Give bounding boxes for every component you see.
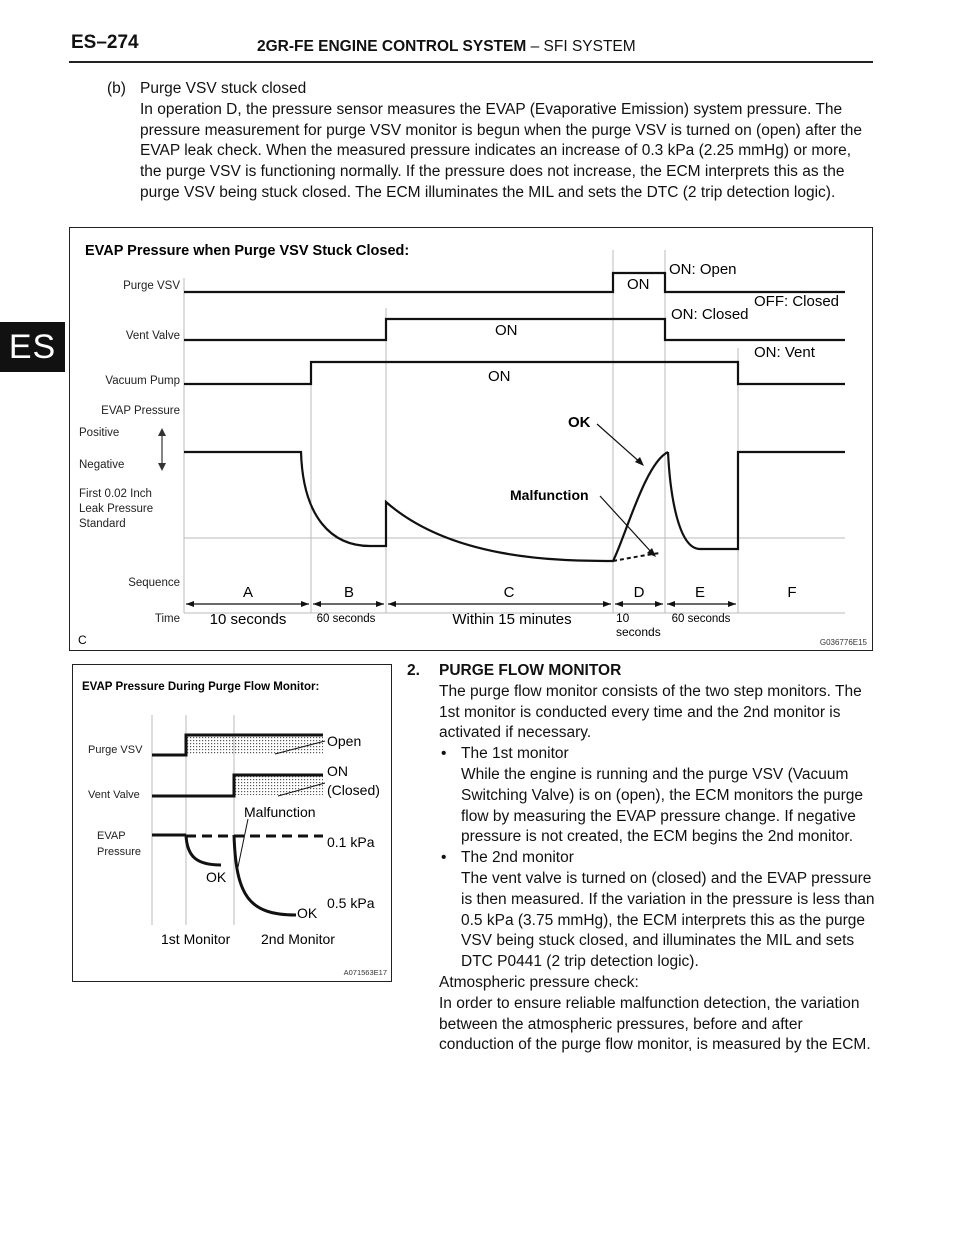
bullet-2nd-text: The vent valve is turned on (closed) and the EVAP pressure is then measured. If the variation in the pressure is less than 0.5 kPa (3.75 mmHg), the ECM interprets this as the purge VSV being stuck closed, and illuminates the MIL and sets DTC P0441 (2 trip detection logic).: [461, 869, 875, 971]
bullet-dot: •: [441, 849, 447, 867]
label-malfunction: Malfunction: [244, 804, 316, 820]
item-heading: Purge VSV stuck closed: [140, 80, 307, 97]
vent-on-label: ON: [495, 322, 518, 339]
fig2-waveforms: [152, 735, 323, 915]
evap-1st-ok: [186, 835, 221, 865]
fig2-label-purge-vsv: Purge VSV: [88, 744, 143, 756]
label-closed: (Closed): [327, 782, 380, 798]
label-purge-vsv: Purge VSV: [123, 280, 180, 292]
side-tab: ES: [0, 322, 65, 372]
atm-check-text: In order to ensure reliable malfunction detection, the variation between the atmospheric pressures, before and after conduction of the purge flow monitor, is measured by the ECM.: [439, 994, 871, 1054]
fig1-corner-label: C: [78, 633, 87, 647]
label-0-1-kpa: 0.1 kPa: [327, 834, 375, 850]
label-0-5-kpa: 0.5 kPa: [327, 895, 375, 911]
evap-pressure-wave: [184, 452, 668, 561]
state-off-closed: OFF: Closed: [754, 293, 840, 310]
section-title-sub: SFI SYSTEM: [543, 38, 636, 55]
label-leak-standard-2: Leak Pressure: [79, 503, 154, 515]
purge-flow-diagram: [73, 665, 393, 983]
phase-gridlines: [311, 250, 738, 613]
vent-closed-shade: [234, 775, 323, 795]
fig1-code: G036776E15: [819, 638, 867, 647]
figure-evap-pressure-stuck-closed: [69, 227, 873, 651]
bullet-2nd-title: The 2nd monitor: [461, 849, 574, 867]
purge-flow-intro: The purge flow monitor consists of the two step monitors. The 1st monitor is conducted every time and the 2nd monitor is activated if necessary.: [439, 682, 862, 742]
fig1-title: EVAP Pressure when Purge VSV Stuck Closed:: [85, 243, 410, 259]
time-e: 60 seconds: [671, 613, 731, 625]
figure-purge-flow-monitor: [72, 664, 392, 982]
label-1st-monitor: 1st Monitor: [161, 931, 231, 947]
time-b: 60 seconds: [316, 613, 376, 625]
seq-b: B: [343, 584, 355, 601]
section-heading: PURGE FLOW MONITOR: [439, 662, 622, 679]
malfunction-callout: Malfunction: [510, 487, 589, 503]
ok-leader: [597, 424, 642, 464]
fig2-code: A071563E17: [343, 968, 387, 977]
section-title-separator: –: [530, 38, 540, 55]
label-time: Time: [154, 613, 180, 625]
vacuum-pump-wave: [184, 362, 845, 384]
seq-c: C: [503, 584, 515, 601]
seq-d: D: [633, 584, 645, 601]
fig2-labels: [161, 733, 380, 947]
purge-flow-heading: [407, 661, 877, 682]
fig2-row-labels: [88, 744, 143, 858]
state-on-open: ON: Open: [669, 261, 737, 278]
label-ok-2nd: OK: [297, 905, 318, 921]
fig2-title: EVAP Pressure During Purge Flow Monitor:: [82, 681, 320, 693]
fig2-label-pressure: Pressure: [97, 846, 142, 858]
purge-vsv-stuck-closed-section: [107, 79, 868, 204]
bullet-dot: •: [441, 745, 447, 763]
label-vent-valve: Vent Valve: [125, 330, 180, 342]
label-leak-standard-3: Standard: [79, 518, 126, 530]
page-number: ES–274: [71, 32, 139, 53]
seq-f: F: [787, 584, 797, 601]
time-a: 10 seconds: [209, 611, 287, 628]
label-evap-pressure: EVAP Pressure: [101, 405, 180, 417]
label-vacuum-pump: Vacuum Pump: [105, 375, 180, 387]
sequence-letters: [243, 584, 797, 601]
time-d-2: seconds: [616, 625, 661, 639]
label-ok-1st: OK: [206, 869, 227, 885]
time-c: Within 15 minutes: [452, 611, 572, 628]
header-rule: [69, 61, 873, 63]
section-number: 2.: [407, 662, 420, 679]
evap-pressure-wave-tail: [668, 452, 845, 549]
fig2-label-vent-valve: Vent Valve: [88, 789, 140, 801]
seq-e: E: [694, 584, 706, 601]
label-open: Open: [327, 733, 362, 749]
seq-a: A: [242, 584, 254, 601]
item-label: (b): [107, 80, 126, 97]
state-on-closed: ON: Closed: [671, 306, 749, 323]
atm-check-heading: Atmospheric pressure check:: [439, 973, 639, 991]
purge-flow-monitor-section: [407, 661, 877, 1056]
label-2nd-monitor: 2nd Monitor: [261, 931, 335, 947]
evap-2nd-ok: [234, 835, 296, 915]
fig2-label-evap: EVAP: [97, 830, 126, 842]
bullet-1st-text: While the engine is running and the purge VSV (Vacuum Switching Valve) is on (open), the ECM monitors the purge flow by measuring the EVAP pressure change. If negative pressure is not created, the ECM begins the 2nd monitor.: [461, 765, 864, 846]
timing-diagram: [70, 228, 874, 652]
time-d-1: 10: [616, 611, 630, 625]
label-sequence: Sequence: [128, 577, 180, 589]
label-on: ON: [327, 763, 348, 779]
section-title: [257, 38, 636, 56]
row-labels: [79, 280, 180, 625]
item-text: In operation D, the pressure sensor measures the EVAP (Evaporative Emission) system pressure. The pressure measurement for purge VSV monitor is begun when the purge VSV is turned on (open) after the EVAP leak check. When the measured pressure indicates an increase of 0.3 kPa (2.25 mmHg) or more, the purge VSV is functioning normally. If the pressure does not increase, the ECM interprets this as the purge VSV being stuck closed. The ECM illuminates the MIL and sets the DTC (2 trip detection logic).: [140, 100, 863, 201]
bullet-1st-monitor: [407, 744, 877, 765]
label-positive: Positive: [79, 427, 120, 439]
pump-on-label: ON: [488, 368, 511, 385]
pressure-direction-arrow: [158, 428, 166, 471]
purge-vsv-wave: [184, 273, 845, 292]
section-title-bold: 2GR-FE ENGINE CONTROL SYSTEM: [257, 38, 527, 55]
state-labels: [669, 261, 839, 361]
bullet-2nd-monitor: [407, 848, 877, 869]
ok-callout: OK: [568, 414, 591, 431]
purge-open-shade: [186, 735, 323, 755]
label-leak-standard-1: First 0.02 Inch: [79, 488, 152, 500]
malfunction-leader: [600, 496, 653, 554]
bullet-1st-title: The 1st monitor: [461, 745, 569, 763]
time-labels: [210, 611, 731, 639]
label-negative: Negative: [79, 459, 125, 471]
purge-on-label: ON: [627, 276, 650, 293]
state-on-vent: ON: Vent: [754, 344, 815, 361]
